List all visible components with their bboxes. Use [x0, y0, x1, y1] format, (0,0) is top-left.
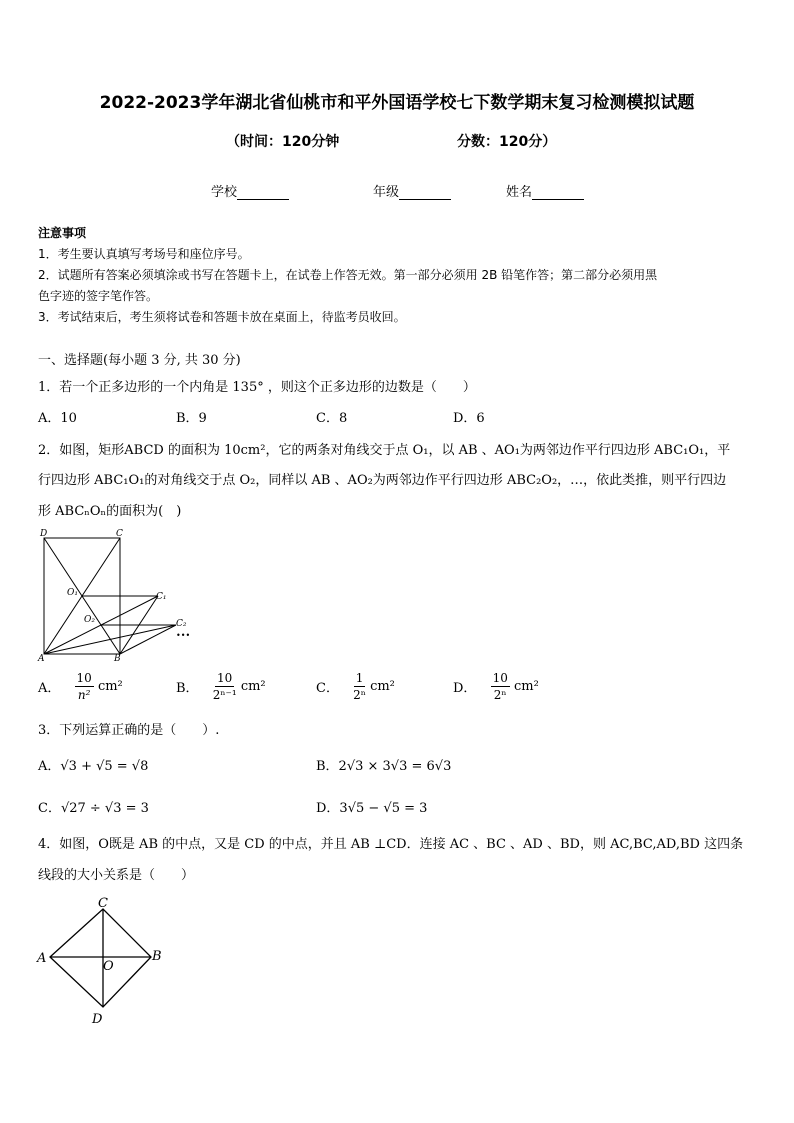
q2-line1: 2．如图，矩形ABCD 的面积为 10cm²，它的两条对角线交于点 O₁，以 AB 、AO₁为两邻边作平行四边形 ABC₁O₁，平	[38, 443, 731, 458]
notice-heading: 注意事项	[38, 226, 87, 240]
label-c1: C₁	[156, 592, 167, 602]
q2-option-c-fraction	[353, 672, 366, 701]
q2-option-b-letter: B．	[176, 681, 199, 696]
q4-line1: 4．如图，O既是 AB 的中点，又是 CD 的中点，并且 AB ⊥CD．连接 AC 、BC 、AD 、BD，则 AC,BC,AD,BD 这四条	[38, 837, 744, 852]
unit: cm²	[97, 679, 123, 694]
q2-line2: 行四边形 ABC₁O₁的对角线交于点 O₂，同样以 AB 、AO₂为两邻边作平行四边形 ABC₂O₂，…，依此类推，则平行四边	[38, 473, 727, 488]
q3-option-d: D．3√5 − √5 = 3	[316, 801, 428, 816]
q1-option-d: D．6	[453, 411, 485, 426]
q2-option-d-fraction	[491, 672, 510, 701]
unit: cm²	[370, 679, 395, 694]
q2-option-a-fraction	[75, 672, 94, 701]
q3-option-c: C．√27 ÷ √3 = 3	[38, 801, 149, 816]
school-label: 学校	[211, 185, 238, 200]
label-o: O	[103, 959, 114, 974]
label-c: C	[116, 529, 123, 539]
q3-option-b: B．2√3 × 3√3 = 6√3	[316, 759, 452, 774]
q4-line2: 线段的大小关系是（ ）	[38, 868, 195, 883]
notice-item: 3．考试结束后，考生须将试卷和答题卡放在桌面上，待监考员收回。	[38, 310, 406, 324]
q3-option-a: A．√3 + √5 = √8	[38, 759, 149, 774]
q2-line3: 形 ABCₙOₙ的面积为( )	[38, 504, 182, 519]
q3-stem: 3．下列运算正确的是（ ）.	[38, 723, 220, 738]
label-a: A	[37, 951, 47, 966]
name-blank	[532, 187, 584, 200]
ellipsis-mark: •••	[176, 631, 191, 640]
q1-option-c: C．8	[316, 411, 348, 426]
q2-option-a	[38, 672, 123, 701]
q4-rhombus-figure	[34, 895, 168, 1027]
unit: cm²	[514, 679, 539, 694]
label-o1: O₁	[67, 588, 78, 598]
name-label: 姓名	[506, 185, 533, 200]
q1-stem: 1．若一个正多边形的一个内角是 135° ，则这个正多边形的边数是（ ）	[38, 380, 476, 395]
name-field	[506, 181, 584, 200]
fraction-denominator: 2ⁿ⁻¹	[212, 688, 237, 702]
school-field	[211, 181, 289, 200]
fraction-numerator: 1	[355, 671, 364, 685]
unit: cm²	[240, 679, 266, 694]
grade-blank	[399, 187, 451, 200]
q2-rectangle-figure	[36, 528, 196, 666]
q1-option-a: A．10	[38, 411, 77, 426]
q1-option-b: B．9	[176, 411, 207, 426]
label-c: C	[98, 896, 108, 911]
fraction-numerator: 10	[492, 671, 508, 685]
label-b: B	[114, 654, 121, 664]
label-a: A	[38, 654, 45, 664]
q2-option-d-letter: D．	[453, 681, 477, 696]
section-heading: 一、选择题(每小题 3 分, 共 30 分)	[38, 353, 241, 368]
label-d: D	[40, 529, 48, 539]
exam-score: 分数：120分）	[457, 134, 557, 150]
q2-option-b	[176, 672, 266, 701]
q2-option-c-letter: C．	[316, 681, 339, 696]
label-b: B	[152, 949, 162, 964]
label-d: D	[92, 1012, 103, 1027]
q2-option-c	[316, 672, 395, 701]
fraction-numerator: 10	[76, 671, 92, 685]
label-o2: O₂	[84, 615, 95, 625]
school-blank	[237, 187, 289, 200]
fraction-denominator: 2ⁿ	[493, 688, 507, 702]
notice-item: 2．试题所有答案必须填涂或书写在答题卡上，在试卷上作答无效。第一部分必须用 2B 铅笔作答；第二部分必须用黑	[38, 268, 658, 282]
grade-field	[373, 181, 451, 200]
fraction-denominator: 2ⁿ	[353, 688, 366, 702]
label-c2: C₂	[176, 619, 187, 629]
notice-item: 1．考生要认真填写考场号和座位序号。	[38, 247, 250, 261]
exam-title: 2022-2023学年湖北省仙桃市和平外国语学校七下数学期末复习检测模拟试题	[99, 93, 695, 113]
notice-item: 色字迹的签字笔作答。	[38, 289, 159, 303]
q2-option-a-letter: A．	[38, 681, 61, 696]
fraction-denominator: n²	[77, 688, 91, 702]
fraction-numerator: 10	[217, 671, 233, 685]
q2-option-b-fraction	[213, 672, 237, 701]
exam-time: （时间：120分钟	[226, 134, 340, 150]
grade-label: 年级	[373, 185, 400, 200]
q2-option-d	[453, 672, 539, 701]
